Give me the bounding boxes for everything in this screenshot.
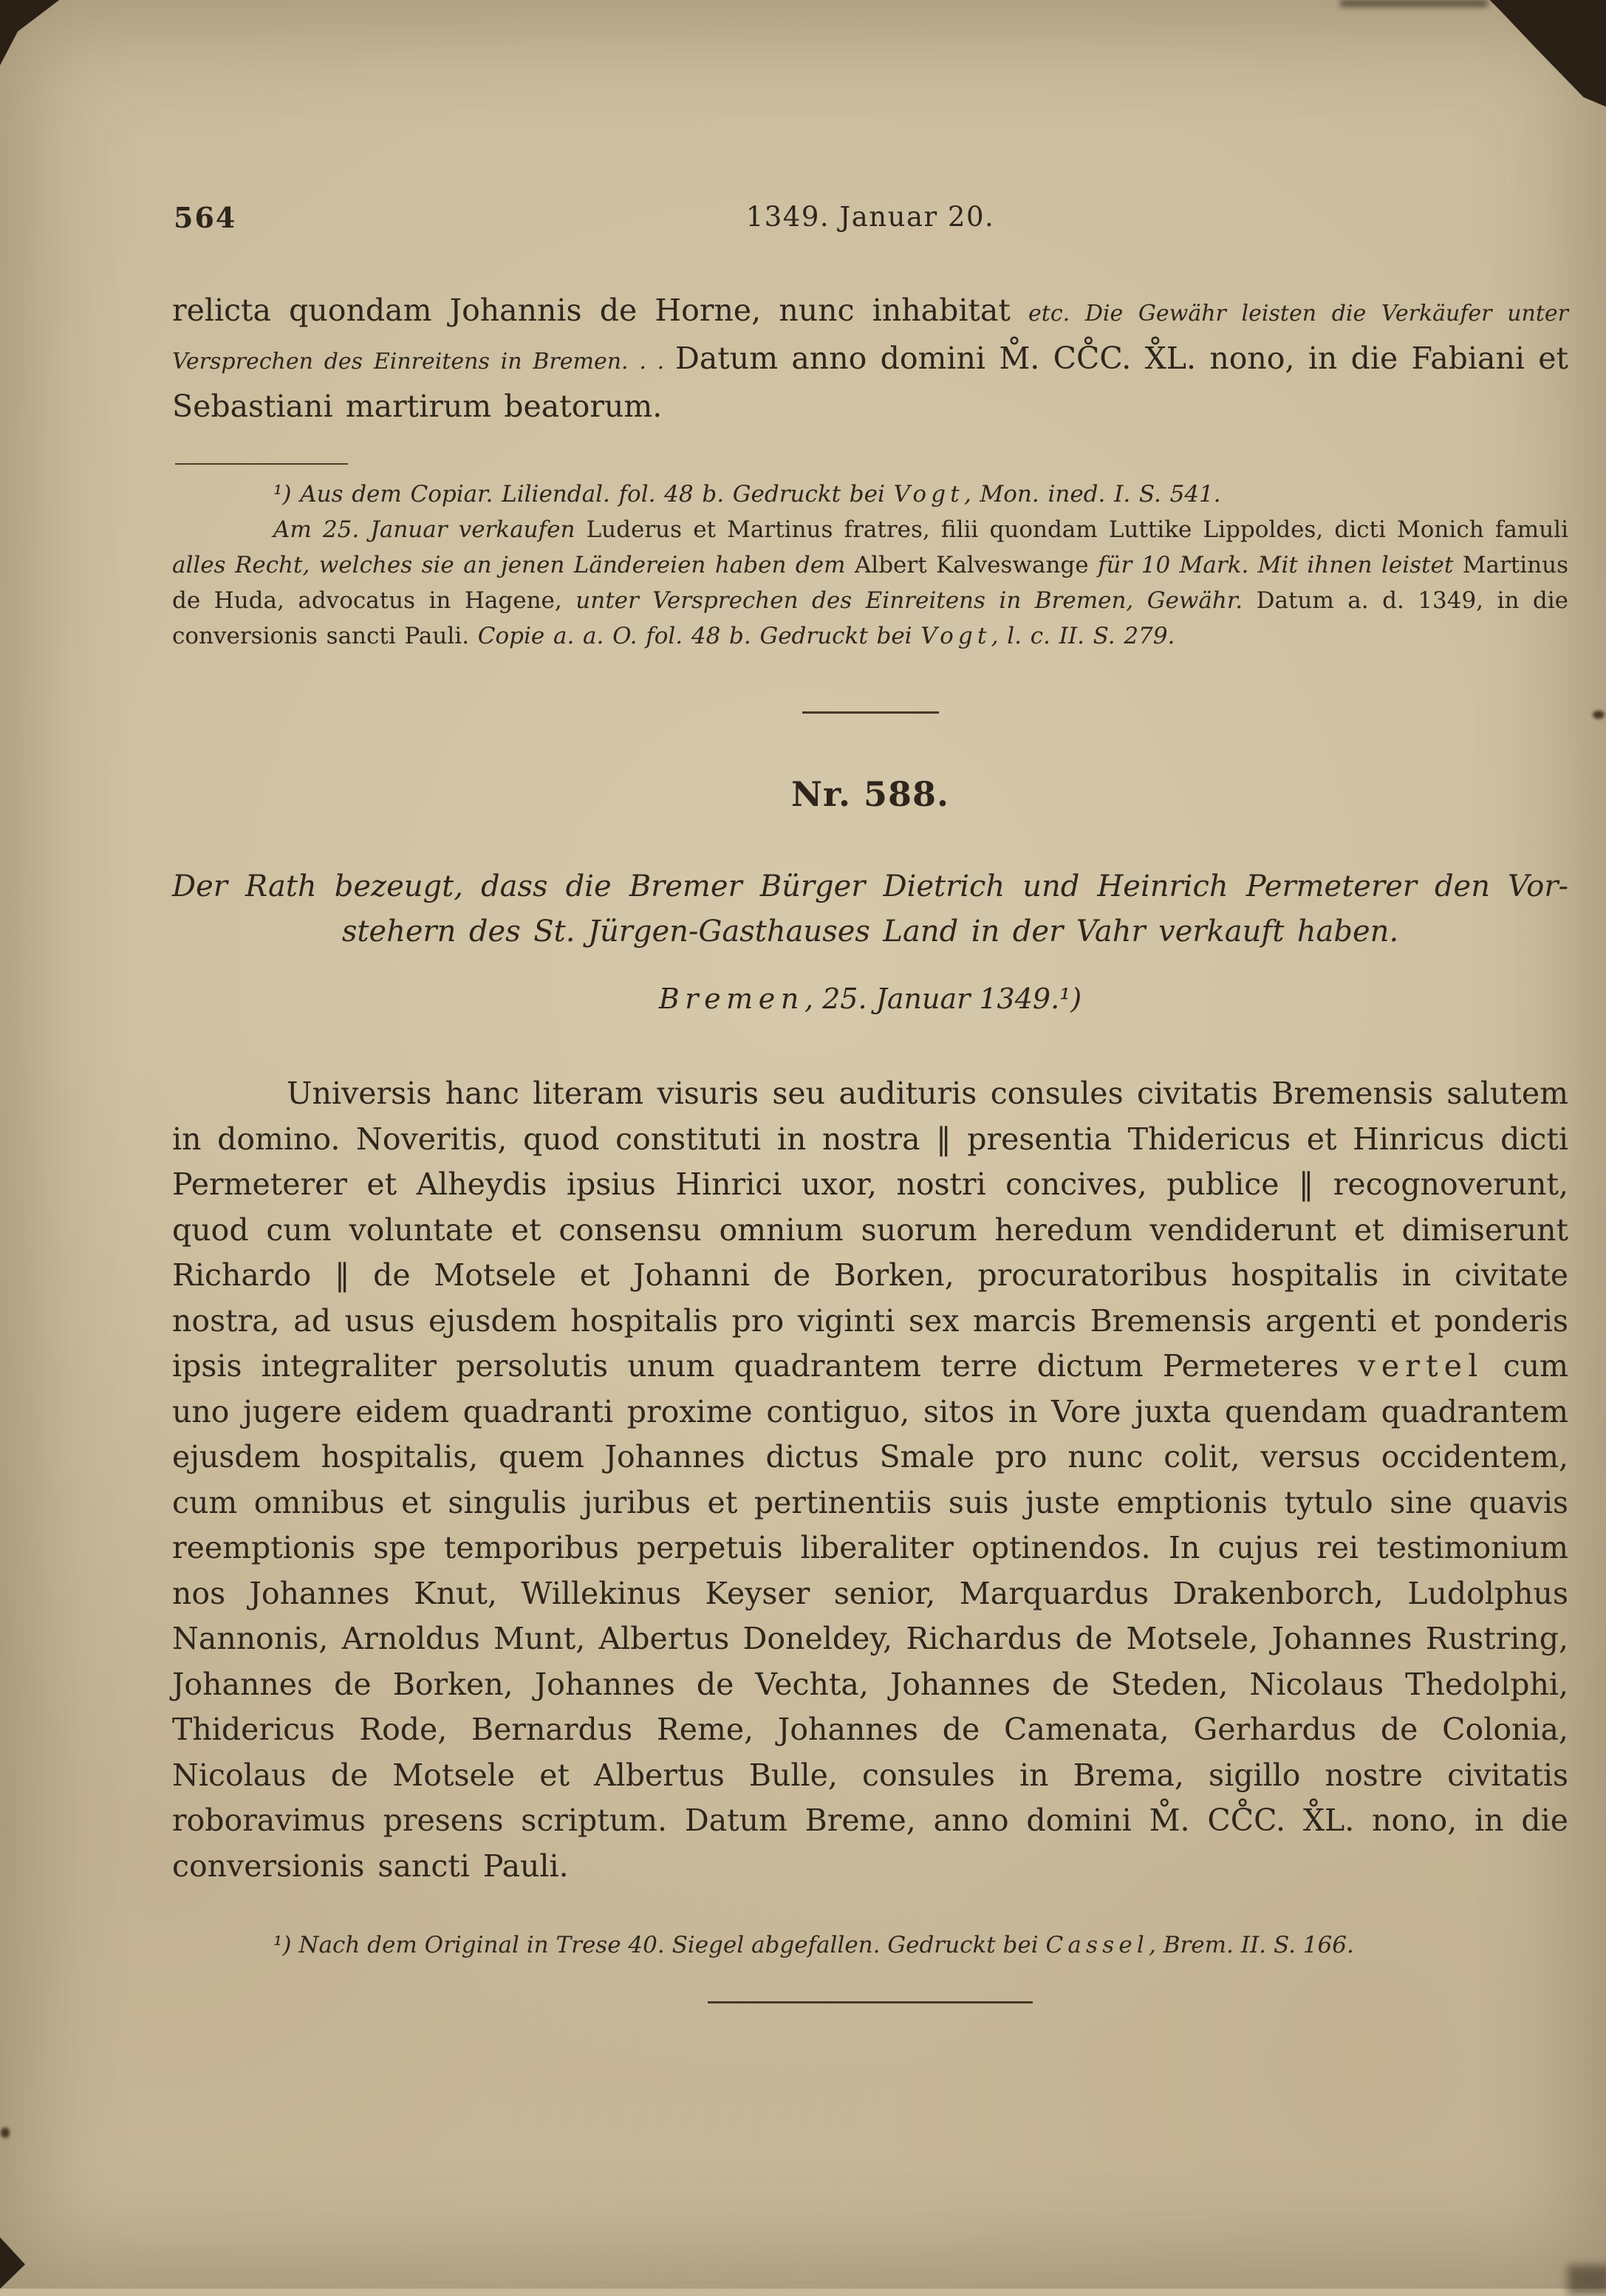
dateline-date: , 25. Januar 1349.¹) xyxy=(804,983,1082,1015)
entry-587-continuation-text xyxy=(172,288,1568,429)
footnote-text: unter Versprechen des Einreitens in Bremen, Gewähr. xyxy=(575,587,1257,614)
scan-speck-right-edge xyxy=(1593,711,1605,719)
scan-artifact-top-right xyxy=(1457,0,1606,112)
footnote-separator-rule xyxy=(175,463,348,465)
bottom-rule xyxy=(708,2001,1033,2003)
summary-line-2: stehern des St. Jürgen-Gasthauses Land in der Vahr verkauft haben. xyxy=(341,915,1399,949)
footnote-text: ¹) Nach dem Original in Trese 40. Siegel abgefallen. Gedruckt bei xyxy=(273,1932,1046,1958)
entry-588-footnote xyxy=(172,1927,1568,1963)
scan-artifact-top-edge xyxy=(1340,0,1488,7)
footnote-text: Martinus de Huda, advocatus in Hagene, xyxy=(172,552,1568,614)
footnote-text: ¹) Aus dem Copiar. Liliendal. fol. 48 b. Gedruckt bei xyxy=(273,481,894,508)
footnote-text: , Brem. II. S. 166. xyxy=(1148,1932,1354,1958)
scan-speck-left-edge xyxy=(1,2128,10,2138)
summary-line-1: Der Rath bezeugt, dass die Bremer Bürger Dietrich und Heinrich Permeterer den Vor- xyxy=(172,869,1568,903)
entry-588-summary xyxy=(172,864,1568,954)
page-content xyxy=(172,198,1568,2003)
text-segment: relicta quondam Johannis de Horne, nunc inhabitat xyxy=(172,293,1029,328)
running-head: 1349. Januar 20. xyxy=(745,201,995,233)
footnote-text-spaced: Vogt xyxy=(920,623,991,649)
footnote-text-spaced: Cassel xyxy=(1045,1932,1149,1958)
footnote-text: , Mon. ined. I. S. 541. xyxy=(963,481,1221,508)
footnote-text: für 10 Mark. Mit ihnen leistet xyxy=(1098,552,1463,578)
footnote-2 xyxy=(172,512,1568,654)
footnotes-entry-587 xyxy=(172,476,1568,654)
dateline-place: Bremen xyxy=(658,983,804,1015)
scan-artifact-bottom-right xyxy=(1568,2265,1606,2295)
footnote-text: alles Recht, welches sie an jenen Ländereien haben dem xyxy=(172,552,855,578)
page-number: 564 xyxy=(174,201,237,234)
footnote-1 xyxy=(172,476,1568,512)
scan-artifact-bottom-left xyxy=(0,2226,52,2296)
entry-588-body-text xyxy=(172,1071,1568,1889)
footnote-text: , l. c. II. S. 279. xyxy=(991,623,1175,649)
text-segment: cum uno jugere eidem quadranti proxime contiguo, sitos in Vore juxta quendam quadrantem ejusdem hospitalis, quem Johannes dictus Smale pro nunc colit, versus occidentem, cum omnibus et singulis juribus et pertinentiis suis juste emptionis tytulo sine quavis reemptionis spe temporibus perpetuis liberaliter optinendos. In cujus rei testimonium nos Johannes Knut, Willekinus Keyser senior, Marquardus Drakenborch, Ludolphus Nannonis, Arnoldus Munt, Albertus Doneldey, Richardus de Motsele, Johannes Rustring, Johannes de Borken, Johannes de Vechta, Johannes de Steden, Nicolaus Thedolphi, Thidericus Rode, Bernardus Reme, Johannes de Camenata, Gerhardus de Colonia, Nicolaus de Motsele et Albertus Bulle, consules in Brema, sigillo nostre civitatis roboravimus presens scriptum. Datum Breme, anno domini M̊. CC̊C. X̊L. nono, in die conversionis sancti Pauli. xyxy=(172,1348,1568,1884)
entry-588-dateline xyxy=(172,983,1568,1015)
entry-588-heading: Nr. 588. xyxy=(790,774,950,814)
footnote-text: Am 25. Januar verkaufen xyxy=(273,516,587,543)
footnote-text: Copie a. a. O. fol. 48 b. Gedruckt bei xyxy=(477,623,921,649)
text-segment-italic-small: etc. Die Gewähr leisten die Verkäufer unter Versprechen des Einreitens in Bremen. . . xyxy=(172,301,1568,375)
section-divider-rule xyxy=(802,711,939,714)
scan-artifact-top-left xyxy=(0,0,80,87)
text-segment: Datum anno domini M̊. CC̊C. X̊L. nono, in die Fabiani et Sebastiani martirum beatorum. xyxy=(172,341,1568,424)
page-header xyxy=(172,198,1568,239)
footnote-text: Datum a. d. 1349, in die conversionis sancti Pauli. xyxy=(172,587,1568,649)
footnote-text-spaced: Vogt xyxy=(893,481,964,508)
footnote-text: Albert Kalveswange xyxy=(854,552,1098,578)
text-segment: Universis hanc literam visuris seu audituris consules civitatis Bremensis salutem in domino. Noveritis, quod constituti in nostra ‖ presentia Thidericus et Hinricus dicti Permeterer et Alheydis ipsius Hinrici uxor, nostri concives, publice ‖ recognoverunt, quod cum voluntate et consensu omnium suorum heredum vendiderunt et dimiserunt Richardo ‖ de Motsele et Johanni de Borken, procuratoribus hospitalis in civitate nostra, ad usus ejusdem hospitalis pro viginti sex marcis Bremensis argenti et ponderis ipsis integraliter persolutis unum quadrantem terre dictum Permeteres xyxy=(172,1076,1568,1384)
footnote-text: Luderus et Martinus fratres, filii quondam Luttike Lippoldes, dicti Monich famuli xyxy=(586,516,1568,543)
text-segment-spaced: vertel xyxy=(1358,1348,1484,1384)
